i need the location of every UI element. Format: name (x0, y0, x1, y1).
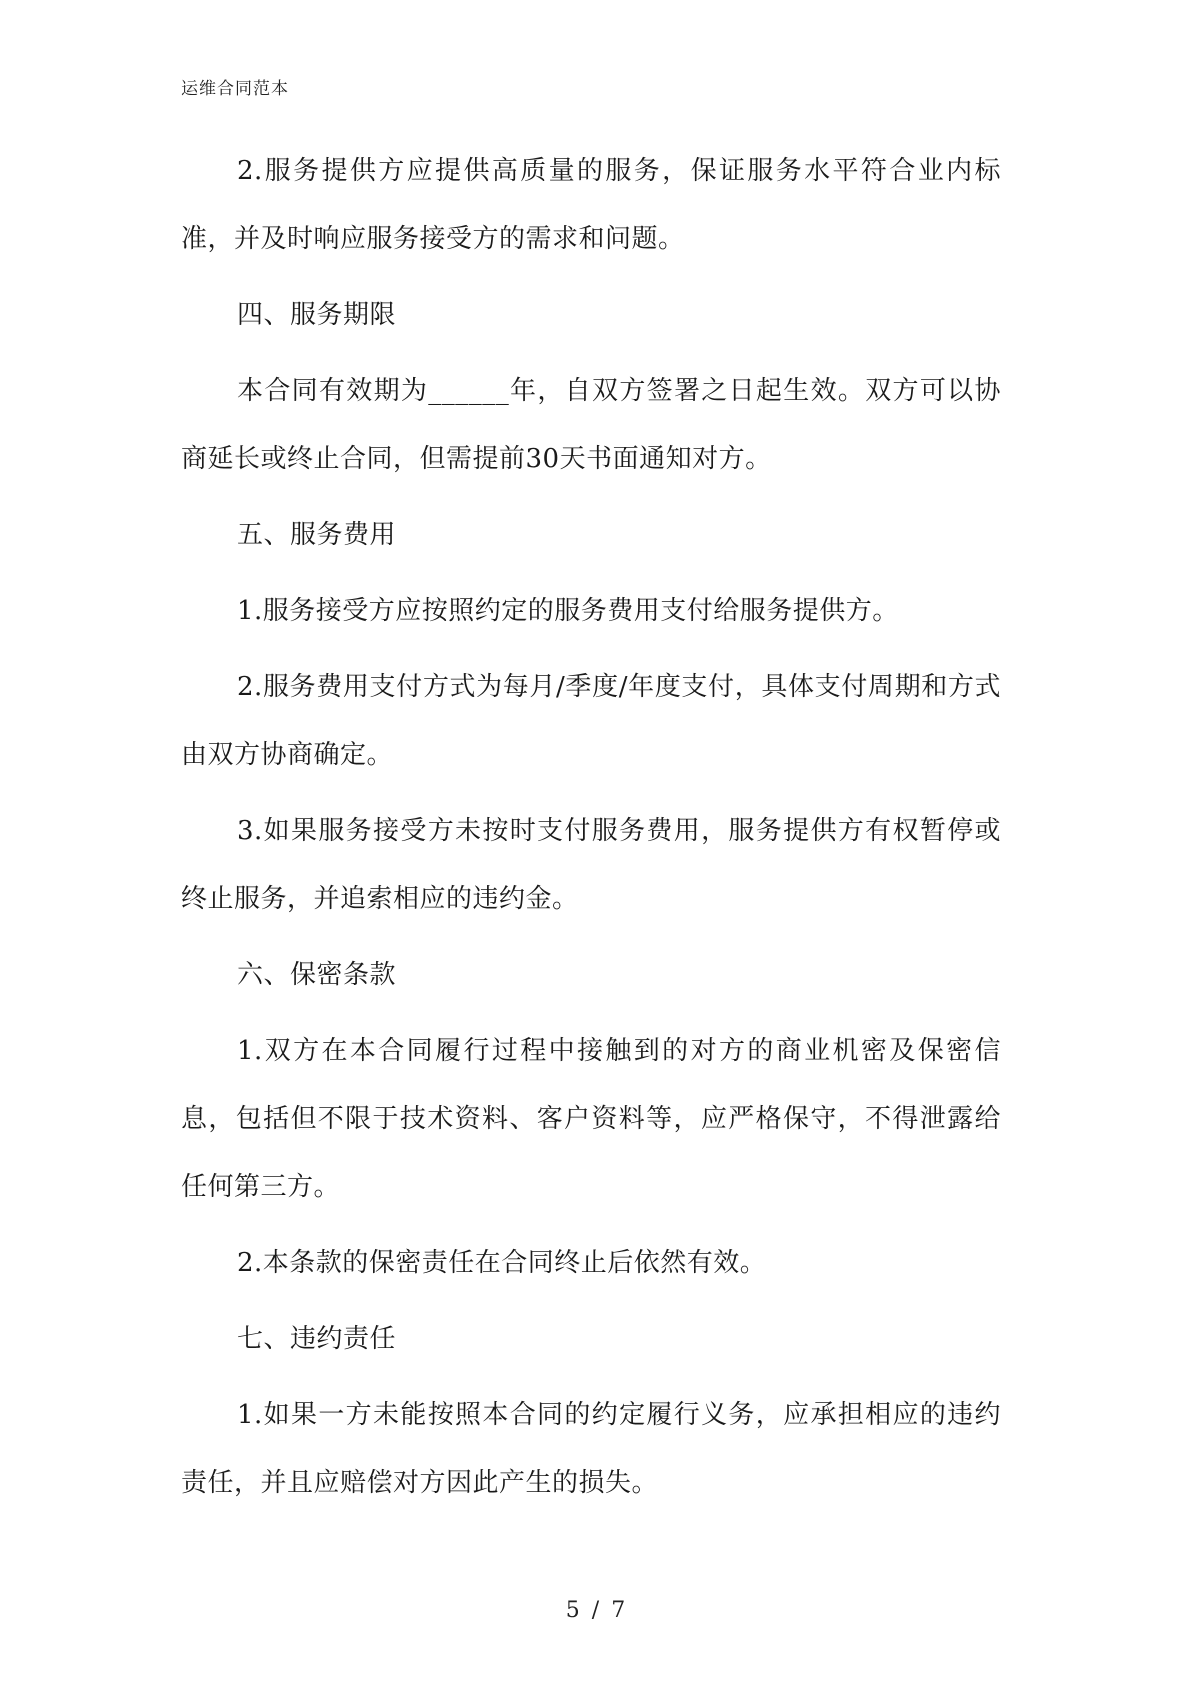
current-page-number: 5 (565, 1598, 580, 1623)
page-number (0, 1598, 1191, 1623)
paragraph-fees-3: 3.如果服务接受方未按时支付服务费用，服务提供方有权暂停或终止服务，并追索相应的违约金。 (181, 816, 1001, 914)
total-pages-number: 7 (611, 1598, 626, 1623)
section-heading-breach: 七、违约责任 (237, 1324, 397, 1354)
paragraph-confidentiality-2: 2.本条款的保密责任在合同终止后依然有效。 (237, 1248, 767, 1278)
paragraph-fees-2: 2.服务费用支付方式为每月/季度/年度支付，具体支付周期和方式由双方协商确定。 (181, 672, 1001, 770)
paragraph-service-quality: 2.服务提供方应提供高质量的服务，保证服务水平符合业内标准，并及时响应服务接受方的需求和问题。 (181, 156, 1001, 254)
running-header: 运维合同范本 (181, 79, 289, 99)
paragraph-fees-1: 1.服务接受方应按照约定的服务费用支付给服务提供方。 (237, 596, 899, 626)
section-heading-fees: 五、服务费用 (237, 520, 397, 550)
paragraph-contract-term: 本合同有效期为______年，自双方签署之日起生效。双方可以协商延长或终止合同，但需提前30天书面通知对方。 (181, 376, 1001, 474)
document-body (181, 137, 1001, 1525)
paragraph-breach-1: 1.如果一方未能按照本合同的约定履行义务，应承担相应的违约责任，并且应赔偿对方因此产生的损失。 (181, 1400, 1001, 1498)
section-heading-confidentiality: 六、保密条款 (237, 960, 397, 990)
page-separator: / (591, 1598, 600, 1623)
section-heading-term: 四、服务期限 (237, 300, 397, 330)
paragraph-confidentiality-1: 1.双方在本合同履行过程中接触到的对方的商业机密及保密信息，包括但不限于技术资料、客户资料等，应严格保守，不得泄露给任何第三方。 (181, 1036, 1001, 1202)
